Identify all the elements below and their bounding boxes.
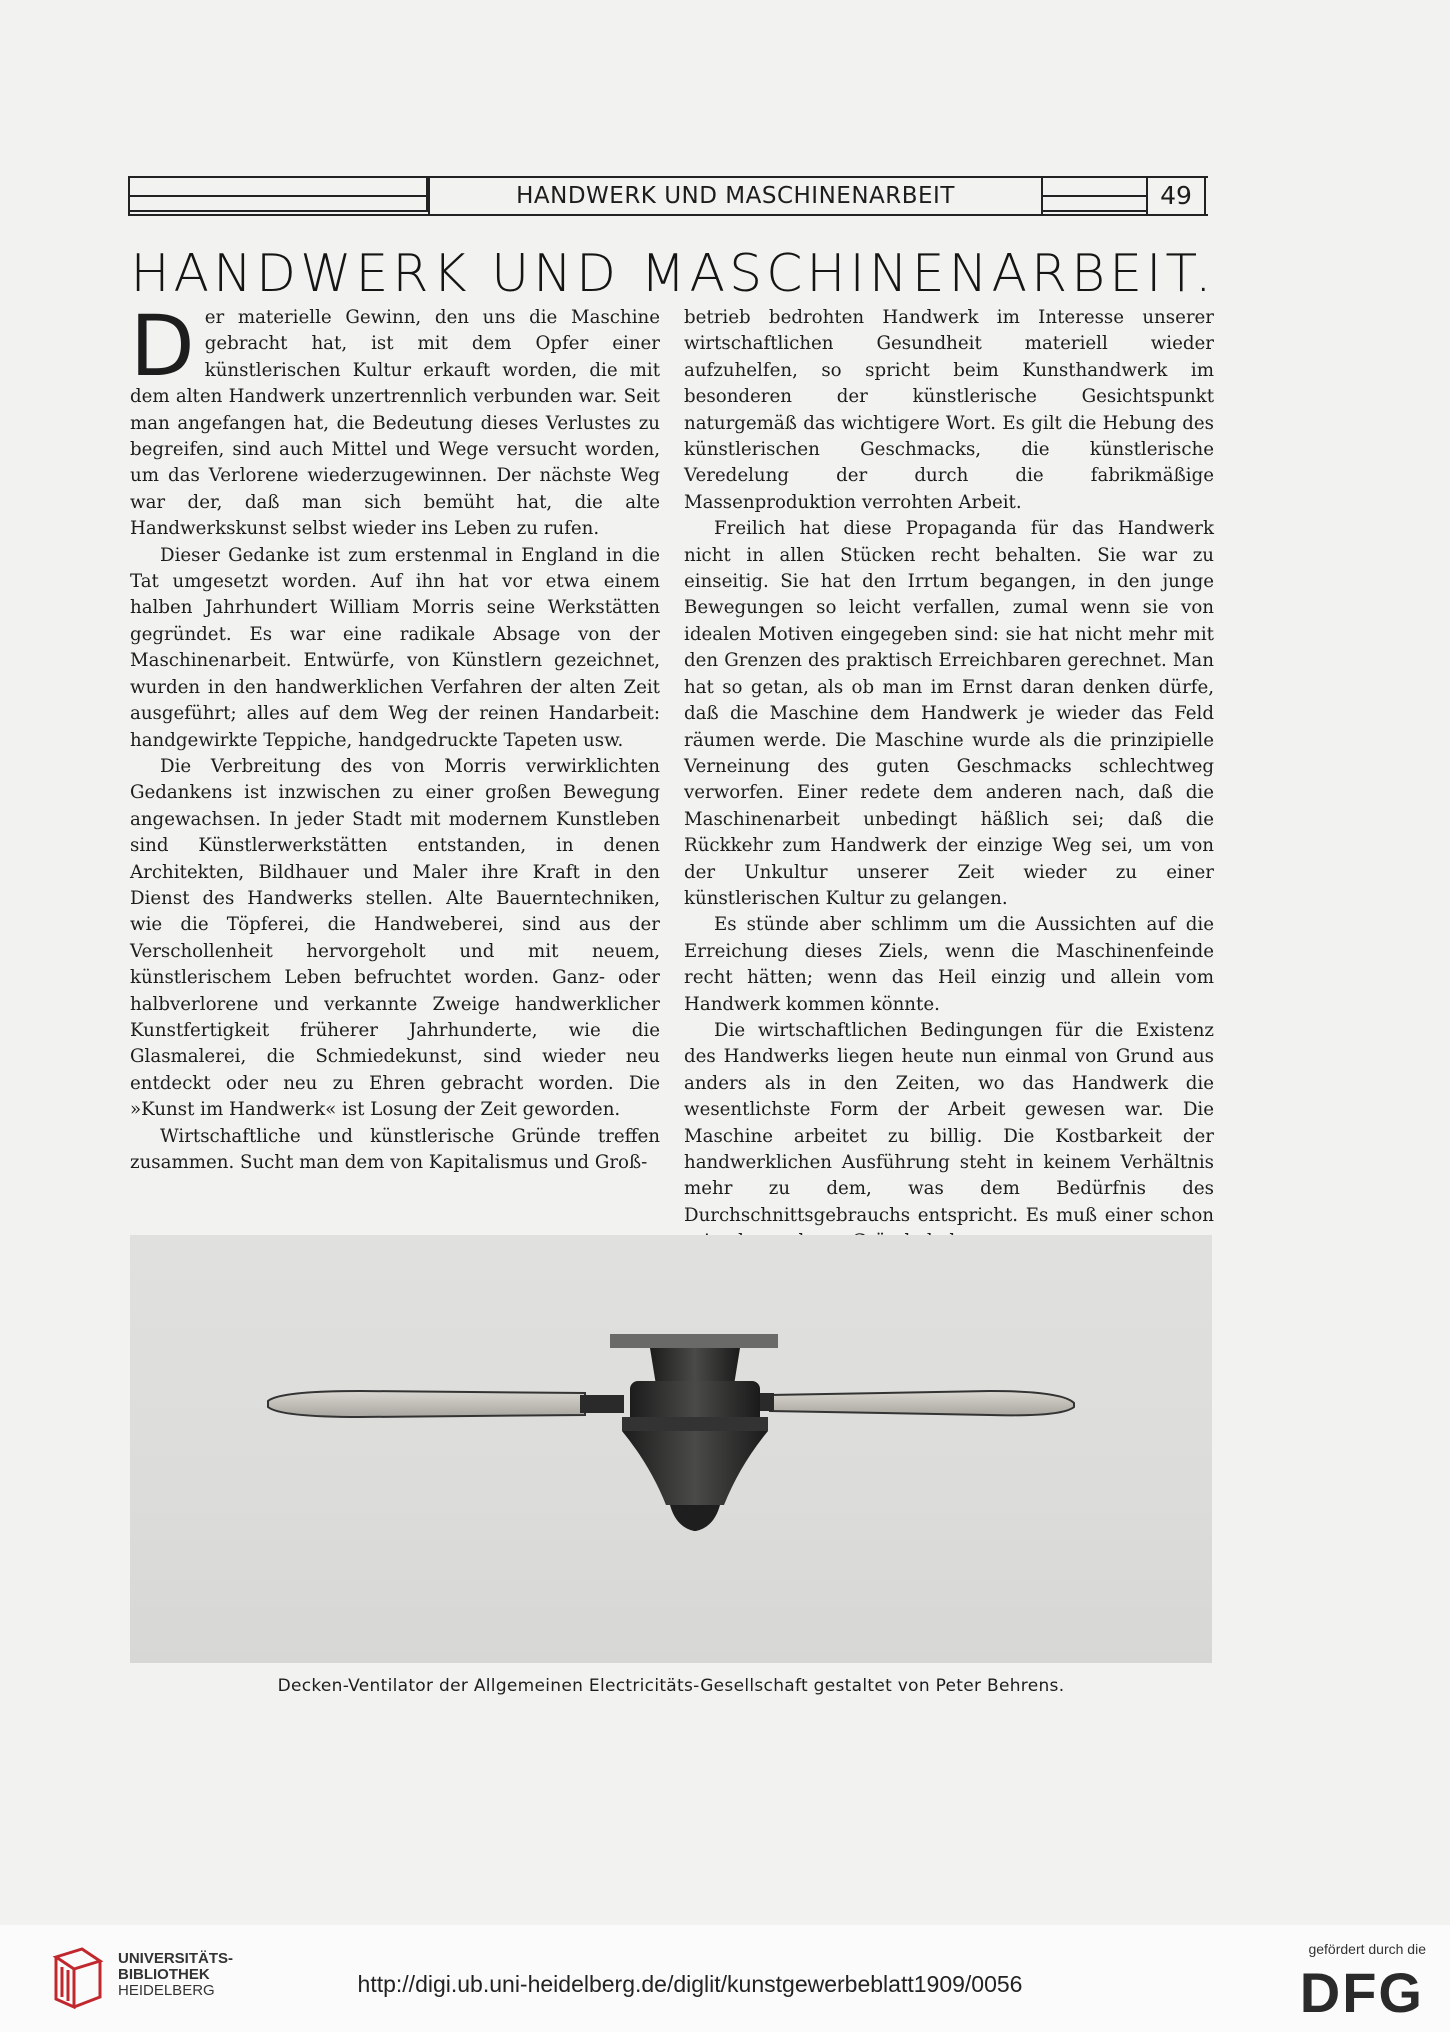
paragraph-text: er materielle Gewinn, den uns die Maschine gebracht hat, ist mit dem Opfer einer künstlerischen Kultur erkauft worden, die mit dem alten Handwerk unzertrennlich verbunden war. Seit man angefangen hat, die Bedeutung dieses Verlustes zu begreifen, sind auch Mittel und Wege versucht worden, um das Verlorene wiederzugewinnen. Der nächste Weg war der, daß man sich bemüht hat, die alte Handwerkskunst selbst wieder ins Leben zu rufen.: [130, 307, 660, 540]
page-number: 49: [1146, 176, 1206, 216]
photo-caption: Decken-Ventilator der Allgemeinen Electricitäts-Gesellschaft gestaltet von Peter Behrens.: [277, 1676, 1065, 1696]
library-name-line: HEIDELBERG: [118, 1982, 215, 1999]
paragraph: [130, 297, 660, 543]
library-name: [118, 1951, 233, 1999]
footer-bar: [0, 1925, 1450, 2032]
article-title: HANDWERK UND MASCHINENARBEIT.: [130, 244, 1216, 304]
dfg-logo: DFG: [1299, 1961, 1424, 2024]
library-name-line: BIBLIOTHEK: [118, 1966, 210, 1983]
paragraph: Die Verbreitung des von Morris verwirklichten Gedankens ist inzwischen zu einer großen Bewegung angewachsen. In jeder Stadt mit modernem Kunstleben sind Künstlerwerkstätten entstanden, in denen Architekten, Bildhauer und Maler ihre Kraft in den Dienst des Handwerks stellen. Alte Bauerntechniken, wie die Töpferei, die Handweberei, sind aus der Verschollenheit hervorgeholt und mit neuem, künstlerischem Leben befruchtet worden. Ganz- oder halbverlorene und verkannte Zweige handwerklicher Kunstfertigkeit früherer Jahrhunderte, wie die Glasmalerei, die Schmiedekunst, sind wieder neu entdeckt oder neu zu Ehren gebracht worden. Die »Kunst im Handwerk« ist Losung der Zeit geworden.: [130, 755, 660, 1121]
paragraph: Es stünde aber schlimm um die Aussichten auf die Erreichung dieses Ziels, wenn die Maschinenfeinde recht hätten; wenn das Heil einzig und allein vom Handwerk kommen könnte.: [684, 914, 1214, 1015]
right-column: [684, 305, 1214, 1256]
paragraph: Dieser Gedanke ist zum erstenmal in England in die Tat umgesetzt worden. Auf ihn hat vor etwa einem halben Jahrhundert William Morris seine Werkstätten gegründet. Es war eine radikale Absage von der Maschinenarbeit. Entwürfe, von Künstlern gezeichnet, wurden in den handwerklichen Verfahren der alten Zeit ausgeführt; alles auf dem Weg der reinen Handarbeit: handgewirkte Teppiche, handgedruckte Tapeten usw.: [130, 544, 660, 751]
ceiling-fan-photo: [130, 1235, 1212, 1663]
paragraph: Die wirtschaftlichen Bedingungen für die Existenz des Handwerks liegen heute nun einmal von Grund aus anders als in den Zeiten, wo das Handwerk die wesentlichste Form der Arbeit gewesen war. Die Maschine arbeitet zu billig. Die Kostbarkeit der handwerklichen Ausführung steht in keinem Verhältnis mehr zu dem, was dem Bedürfnis des Durchschnittsgebrauchs entspricht. Es muß einer schon: [684, 1019, 1214, 1226]
running-header: [128, 176, 1208, 216]
left-column: [130, 297, 660, 1176]
library-name-line: UNIVERSITÄTS-: [118, 1950, 234, 1967]
ceiling-fan-illustration: [130, 1235, 1212, 1663]
paragraph: betrieb bedrohten Handwerk im Interesse unserer wirtschaftlichen Gesundheit materiell wieder aufzuhelfen, so spricht beim Kunsthandwerk im besonderen der künstlerische Gesichtspunkt naturgemäß das wichtigere Wort. Es gilt die Hebung des künstlerischen Geschmacks, die künstlerische Veredelung der durch die fabrikmäßige Massenproduktion verrohten Arbeit.: [684, 307, 1214, 513]
drop-cap: D: [130, 297, 195, 395]
funding-label: gefördert durch die: [1308, 1941, 1426, 1957]
header-frame: [128, 176, 1208, 216]
paragraph: Freilich hat diese Propaganda für das Handwerk nicht in allen Stücken recht behalten. Sie war zu einseitig. Sie hat den Irrtum begangen, in den junge Bewegungen so leicht verfallen, zumal wenn sie von idealen Motiven eingegeben sind: sie hat nicht mehr mit den Grenzen des praktisch Erreichbaren gerechnet. Man hat so getan, als ob man im Ernst daran denken dürfe, daß die Maschine dem Handwerk je wieder das Feld räumen werde. Die Maschine wurde als die prinzipielle Verneinung des guten Geschmacks schlechtweg verworfen. Einer redete dem anderen nach, daß die Maschinenarbeit unbedingt häßlich sei; daß die Rückkehr zum Handwerk der einzige Weg sei, um von der Unkultur unserer Zeit wieder zu einer künstlerischen Kultur zu gelangen.: [684, 518, 1214, 909]
paragraph: Wirtschaftliche und künstlerische Gründe treffen zusammen. Sucht man dem von Kapitalismus und Groß-: [130, 1125, 660, 1173]
university-library-logo-icon: [48, 1947, 108, 2009]
permalink-url[interactable]: http://digi.ub.uni-heidelberg.de/diglit/kunstgewerbeblatt1909/0056: [357, 1971, 1023, 1997]
running-title: HANDWERK UND MASCHINENARBEIT: [428, 176, 1043, 216]
